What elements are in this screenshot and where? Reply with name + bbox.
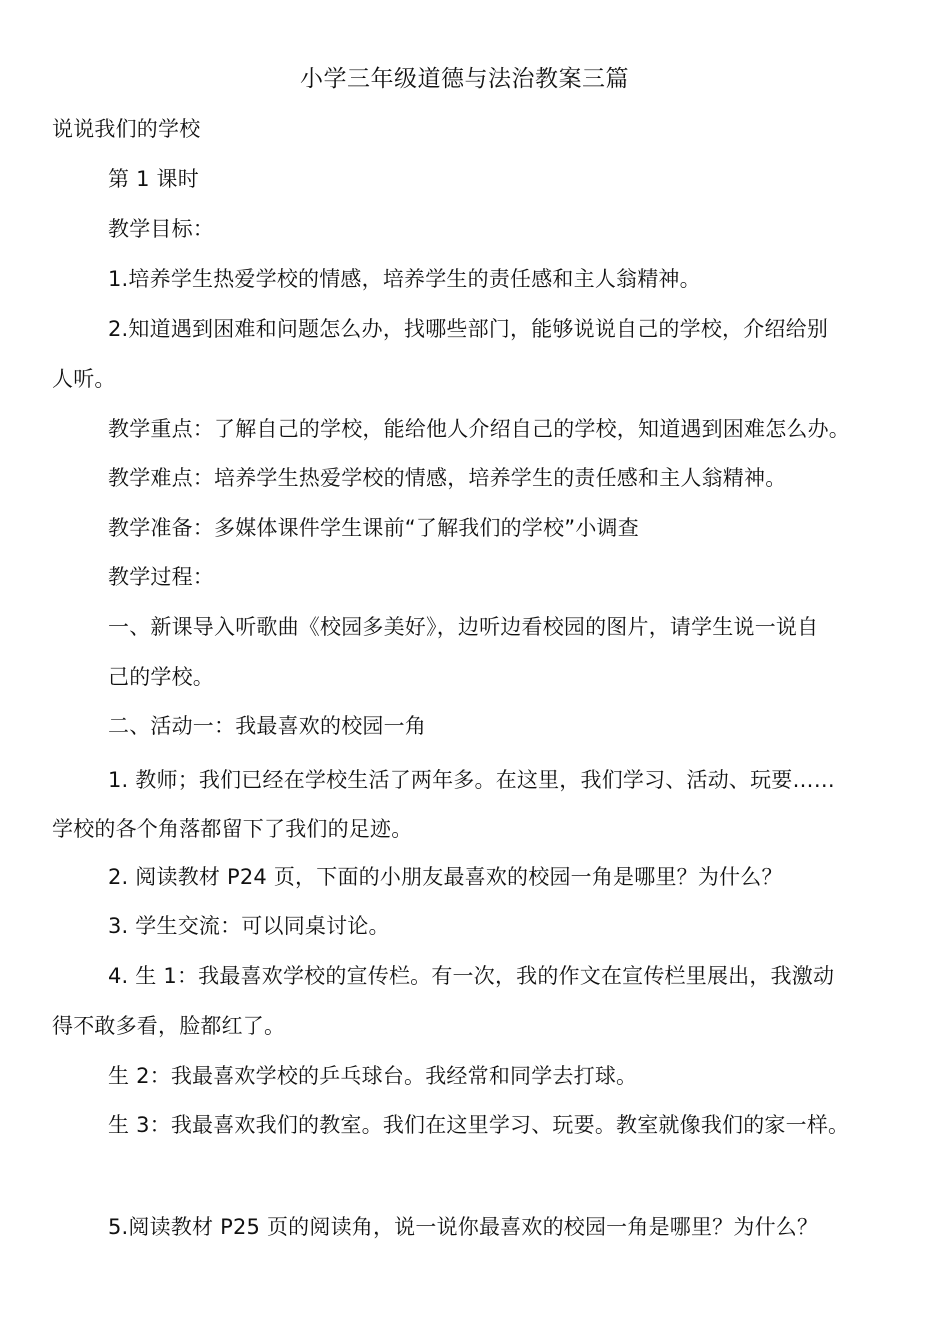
difficult-points: 教学难点：培养学生热爱学校的情感，培养学生的责任感和主人翁精神。: [108, 466, 787, 490]
objective-1: 1.培养学生热爱学校的情感，培养学生的责任感和主人翁精神。: [108, 267, 701, 291]
objective-2-line-1: 2.知道遇到困难和问题怎么办，找哪些部门，能够说说自己的学校，介绍给别: [108, 317, 829, 341]
lesson-title: 说说我们的学校: [52, 117, 201, 141]
item-4-line-2: 得不敢多看，脸都红了。: [52, 1014, 286, 1038]
lesson-period: 第 1 课时: [108, 167, 199, 191]
section-1-line-2: 己的学校。: [108, 665, 214, 689]
item-2: 2. 阅读教材 P24 页，下面的小朋友最喜欢的校园一角是哪里？为什么？: [108, 865, 783, 889]
section-2-heading: 二、活动一：我最喜欢的校园一角: [108, 714, 426, 738]
item-5: 5.阅读教材 P25 页的阅读角，说一说你最喜欢的校园一角是哪里？为什么？: [108, 1215, 819, 1239]
item-1-line-2: 学校的各个角落都留下了我们的足迹。: [52, 817, 413, 841]
item-1-line-1: 1. 教师；我们已经在学校生活了两年多。在这里，我们学习、活动、玩要……: [108, 768, 835, 792]
key-points: 教学重点：了解自己的学校，能给他人介绍自己的学校，知道遇到困难怎么办。: [108, 417, 850, 441]
student-3-answer: 生 3：我最喜欢我们的教室。我们在这里学习、玩要。教室就像我们的家一样。: [108, 1113, 850, 1137]
document-title: 小学三年级道德与法治教案三篇: [300, 66, 629, 92]
student-2-answer: 生 2：我最喜欢学校的乒乓球台。我经常和同学去打球。: [108, 1064, 638, 1088]
process-heading: 教学过程：: [108, 565, 214, 589]
preparation: 教学准备：多媒体课件学生课前“了解我们的学校”小调查: [108, 516, 639, 540]
objectives-heading: 教学目标：: [108, 217, 214, 241]
item-4-line-1: 4. 生 1：我最喜欢学校的宣传栏。有一次，我的作文在宣传栏里展出，我激动: [108, 964, 835, 988]
objective-2-line-2: 人听。: [52, 367, 116, 391]
section-1-line-1: 一、新课导入听歌曲《校园多美好》，边听边看校园的图片，请学生说一说自: [108, 615, 819, 639]
item-3: 3. 学生交流：可以同桌讨论。: [108, 914, 390, 938]
